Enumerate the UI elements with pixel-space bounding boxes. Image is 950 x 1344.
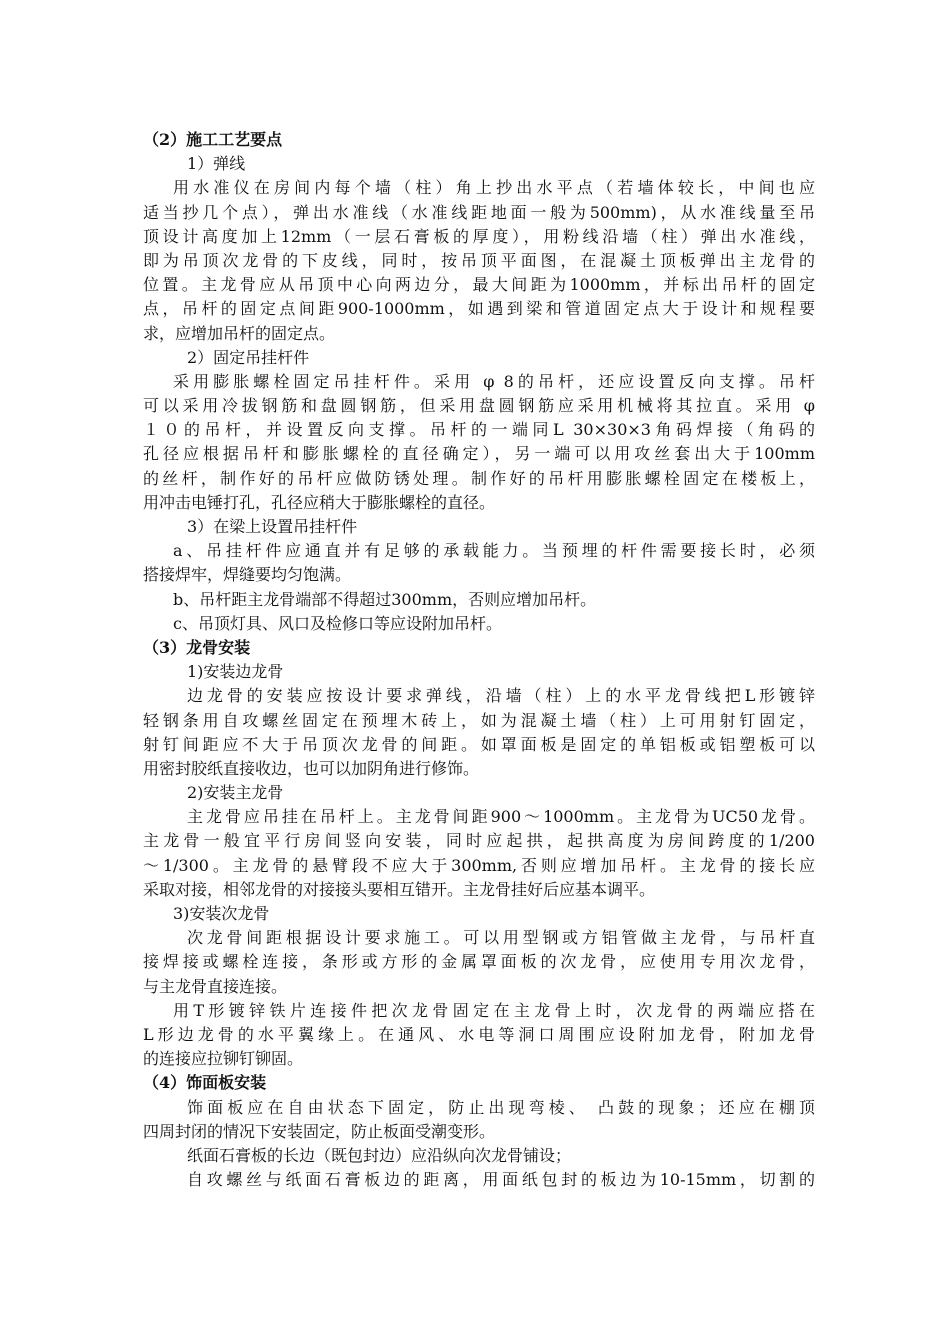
paragraph-line: 可以采用冷拔钢筋和盘圆钢筋，但采用盘圆钢筋应采用机械将其拉直。采用 φ: [143, 396, 815, 416]
paragraph-line: ～1/300。主龙骨的悬臂段不应大于300mm,否则应增加吊杆。主龙骨的接长应: [143, 855, 815, 875]
paragraph-line: 用冲击电锤打孔，孔径应稍大于膨胀螺栓的直径。: [143, 492, 496, 512]
paragraph-line: 求，应增加吊杆的固定点。: [143, 323, 336, 343]
paragraph-line: 主龙骨一般宜平行房间竖向安装，同时应起拱，起拱高度为房间跨度的1/200: [143, 831, 815, 851]
subheading: 2)安装主龙骨: [187, 783, 284, 803]
paragraph-line: 射钉间距应不大于吊顶次龙骨的间距。如罩面板是固定的单铝板或铝塑板可以: [143, 734, 815, 754]
paragraph-line: 主龙骨应吊挂在吊杆上。主龙骨间距900～1000mm。主龙骨为UC50龙骨。: [187, 807, 815, 827]
paragraph-line: 四周封闭的情况下安装固定，防止板面受潮变形。: [143, 1121, 496, 1141]
paragraph-line: 适当抄几个点），弹出水准线（水准线距地面一般为500mm)，从水准线量至吊: [143, 202, 815, 222]
section-heading: （3）龙骨安装: [143, 637, 251, 657]
section-heading: （4）饰面板安装: [143, 1073, 267, 1093]
paragraph-line: 搭接焊牢，焊缝要均匀饱满。: [143, 565, 352, 585]
subheading: 1）弹线: [187, 154, 246, 174]
paragraph-line: 位置。主龙骨应从吊顶中心向两边分，最大间距为1000mm，并标出吊杆的固定: [143, 275, 815, 295]
subheading: 1)安装边龙骨: [187, 662, 284, 682]
document-body: [143, 128, 815, 1192]
paragraph-line: 与主龙骨直接连接。: [143, 976, 288, 996]
paragraph-line: 饰面板应在自由状态下固定，防止出现弯棱、 凸鼓的现象；还应在棚顶: [187, 1097, 815, 1117]
paragraph-line: 边龙骨的安装应按设计要求弹线，沿墙（柱）上的水平龙骨线把L形镀锌: [187, 686, 815, 706]
paragraph-line: c、吊顶灯具、风口及检修口等应设附加吊杆。: [173, 613, 502, 633]
subheading: 2）固定吊挂杆件: [187, 347, 310, 367]
subheading: 3)安装次龙骨: [173, 904, 270, 923]
paragraph-line: 自攻螺丝与纸面石膏板边的距离，用面纸包封的板边为10-15mm，切割的: [187, 1170, 815, 1190]
paragraph-line: 顶设计高度加上12mm（一层石膏板的厚度），用粉线沿墙（柱）弹出水准线，: [143, 226, 815, 246]
paragraph-line: 孔径应根据吊杆和膨胀螺栓的直径确定），另一端可以用攻丝套出大于100mm: [143, 444, 815, 464]
paragraph-line: 点，吊杆的固定点间距900-1000mm，如遇到梁和管道固定点大于设计和规程要: [143, 299, 815, 319]
paragraph-line: 的连接应拉铆钉铆固。: [143, 1049, 304, 1069]
paragraph-line: 即为吊顶次龙骨的下皮线，同时，按吊顶平面图，在混凝土顶板弹出主龙骨的: [143, 250, 815, 270]
paragraph-line: 采用膨胀螺栓固定吊挂杆件。采用 φ 8的吊杆，还应设置反向支撑。吊杆: [173, 371, 815, 391]
paragraph-line: 的丝杆，制作好的吊杆应做防锈处理。制作好的吊杆用膨胀螺栓固定在楼板上，: [143, 468, 815, 488]
paragraph-line: 纸面石膏板的长边（既包封边）应沿纵向次龙骨铺设；: [187, 1145, 572, 1165]
subheading: 3）在梁上设置吊挂杆件: [187, 517, 358, 536]
paragraph-line: 接焊接或螺栓连接，条形或方形的金属罩面板的次龙骨，应使用专用次龙骨，: [143, 952, 815, 972]
paragraph-line: 轻钢条用自攻螺丝固定在预埋木砖上，如为混凝土墙（柱）上可用射钉固定，: [143, 710, 815, 730]
paragraph-line: 用密封胶纸直接收边，也可以加阴角进行修饰。: [143, 758, 480, 778]
paragraph-line: 用水准仪在房间内每个墙（柱）角上抄出水平点（若墙体较长，中间也应: [173, 178, 815, 198]
paragraph-line: a、吊挂杆件应通直并有足够的承载能力。当预埋的杆件需要接长时，必须: [173, 541, 815, 561]
paragraph-line: １０的吊杆，并设置反向支撑。吊杆的一端同L 30×30×3角码焊接（角码的: [143, 420, 815, 440]
paragraph-line: 次龙骨间距根据设计要求施工。可以用型钢或方铝管做主龙骨，与吊杆直: [187, 928, 815, 948]
section-heading: （2）施工工艺要点: [143, 130, 283, 149]
paragraph-line: L形边龙骨的水平翼缘上。在通风、水电等洞口周围应设附加龙骨，附加龙骨: [143, 1024, 815, 1044]
paragraph-line: 采取对接，相邻龙骨的对接接头要相互错开。主龙骨挂好后应基本调平。: [143, 879, 656, 899]
paragraph-line: 用T形镀锌铁片连接件把次龙骨固定在主龙骨上时，次龙骨的两端应搭在: [173, 1000, 815, 1020]
paragraph-line: b、吊杆距主龙骨端部不得超过300mm，否则应增加吊杆。: [173, 589, 597, 609]
